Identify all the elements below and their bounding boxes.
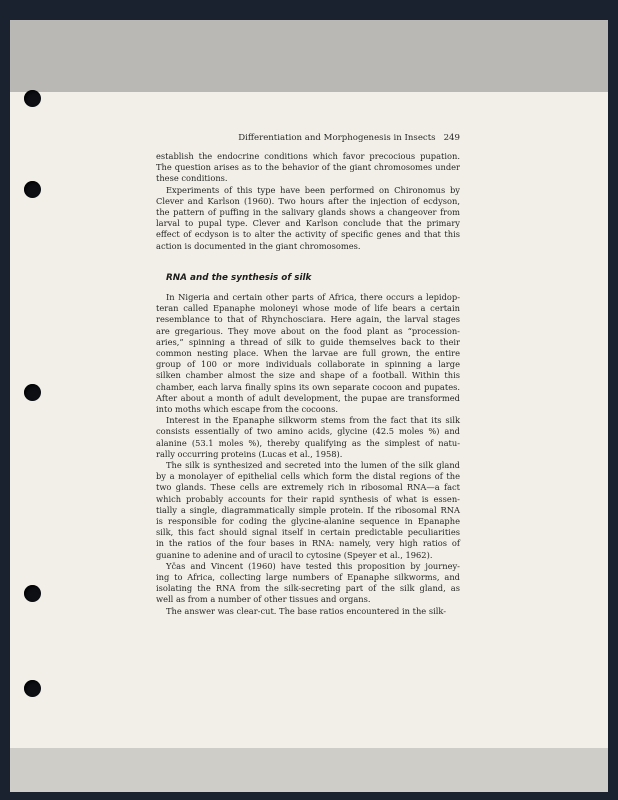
text-line: which probably accounts for their rapid synthesis of what is essen- <box>156 493 460 504</box>
text-line: Experiments of this type have been performed on Chironomus by <box>166 184 460 195</box>
paragraph-block-2 <box>156 292 460 617</box>
text-line: Yčas and Vincent (1960) have tested this proposition by journey- <box>166 560 460 571</box>
paragraph-block-1 <box>156 151 460 252</box>
text-line: are gregarious. They move about on the food plant as “procession- <box>156 325 460 336</box>
text-line: ing to Africa, collecting large numbers of Epanaphe silkworms, and <box>156 572 460 583</box>
binder-hole-icon <box>24 90 41 107</box>
text-line: two glands. These cells are extremely rich in ribosomal RNA—a fact <box>156 482 460 493</box>
text-line: Interest in the Epanaphe silkworm stems from the fact that its silk <box>166 415 460 426</box>
sheet-top-band <box>10 20 608 92</box>
binder-hole-icon <box>24 585 41 602</box>
text-line: is responsible for coding the glycine-alanine sequence in Epanaphe <box>156 516 460 527</box>
text-line: The silk is synthesized and secreted into the lumen of the silk gland <box>166 460 460 471</box>
text-line: into moths which escape from the cocoons. <box>156 404 339 415</box>
text-line: rally occurring proteins (Lucas et al., 1958). <box>156 448 343 459</box>
text-line: common nesting place. When the larvae are full grown, the entire <box>156 348 460 359</box>
text-line: tially a single, diagrammatically simple protein. If the ribosomal RNA <box>156 504 460 515</box>
sheet-bottom-band <box>10 748 608 792</box>
text-line: After about a month of adult development, the pupae are transformed <box>156 392 460 403</box>
running-head-title: Differentiation and Morphogenesis in Insects <box>238 133 436 143</box>
text-line: these conditions. <box>156 173 228 184</box>
text-line: aries,” spinning a thread of silk to guide themselves back to their <box>156 336 460 347</box>
page-number: 249 <box>443 133 460 143</box>
text-line: The answer was clear-cut. The base ratios encountered in the silk- <box>166 605 447 616</box>
text-line: isolating the RNA from the silk-secreting part of the silk gland, as <box>156 583 460 594</box>
text-line: establish the endocrine conditions which favor precocious pupation. <box>156 151 460 161</box>
text-line: action is documented in the giant chromosomes. <box>156 240 361 251</box>
text-line: effect of ecdyson is to alter the activity of specific genes and that this <box>156 229 460 240</box>
text-line: chamber, each larva finally spins its own separate cocoon and pupates. <box>156 381 460 392</box>
text-line: The question arises as to the behavior of the giant chromosomes under <box>156 162 460 173</box>
text-line: alanine (53.1 moles %), thereby qualifying as the simplest of natu- <box>156 437 460 448</box>
text-line: in the ratios of the four bases in RNA: namely, very high ratios of <box>156 538 460 549</box>
binder-hole-icon <box>24 680 41 697</box>
text-line: silk, this fact should signal itself in certain predictable peculiarities <box>156 527 460 538</box>
text-line: consists essentially of two amino acids, glycine (42.5 moles %) and <box>156 426 460 437</box>
text-line: the pattern of puffing in the salivary glands shows a changeover from <box>156 207 460 218</box>
text-line: teran called Epanaphe moloneyi whose mode of life bears a certain <box>156 303 460 314</box>
text-line: resemblance to that of Rhynchosciara. Here again, the larval stages <box>156 314 460 325</box>
text-line: guanine to adenine and of uracil to cytosine (Speyer et al., 1962). <box>156 549 433 560</box>
text-line: larval to pupal type. Clever and Karlson conclude that the primary <box>156 218 460 229</box>
text-line: In Nigeria and certain other parts of Africa, there occurs a lepidop- <box>166 292 460 302</box>
text-line: silken chamber almost the size and shape of a football. Within this <box>156 370 460 381</box>
binder-hole-icon <box>24 384 41 401</box>
section-heading: RNA and the synthesis of silk <box>166 273 312 283</box>
text-line: group of 100 or more individuals collaborate in spinning a large <box>156 359 460 370</box>
text-line: by a monolayer of epithelial cells which form the distal regions of the <box>156 471 460 482</box>
running-head <box>156 133 460 143</box>
text-line: Clever and Karlson (1960). Two hours after the injection of ecdyson, <box>156 195 460 206</box>
text-line: well as from a number of other tissues and organs. <box>156 594 371 605</box>
binder-hole-icon <box>24 181 41 198</box>
